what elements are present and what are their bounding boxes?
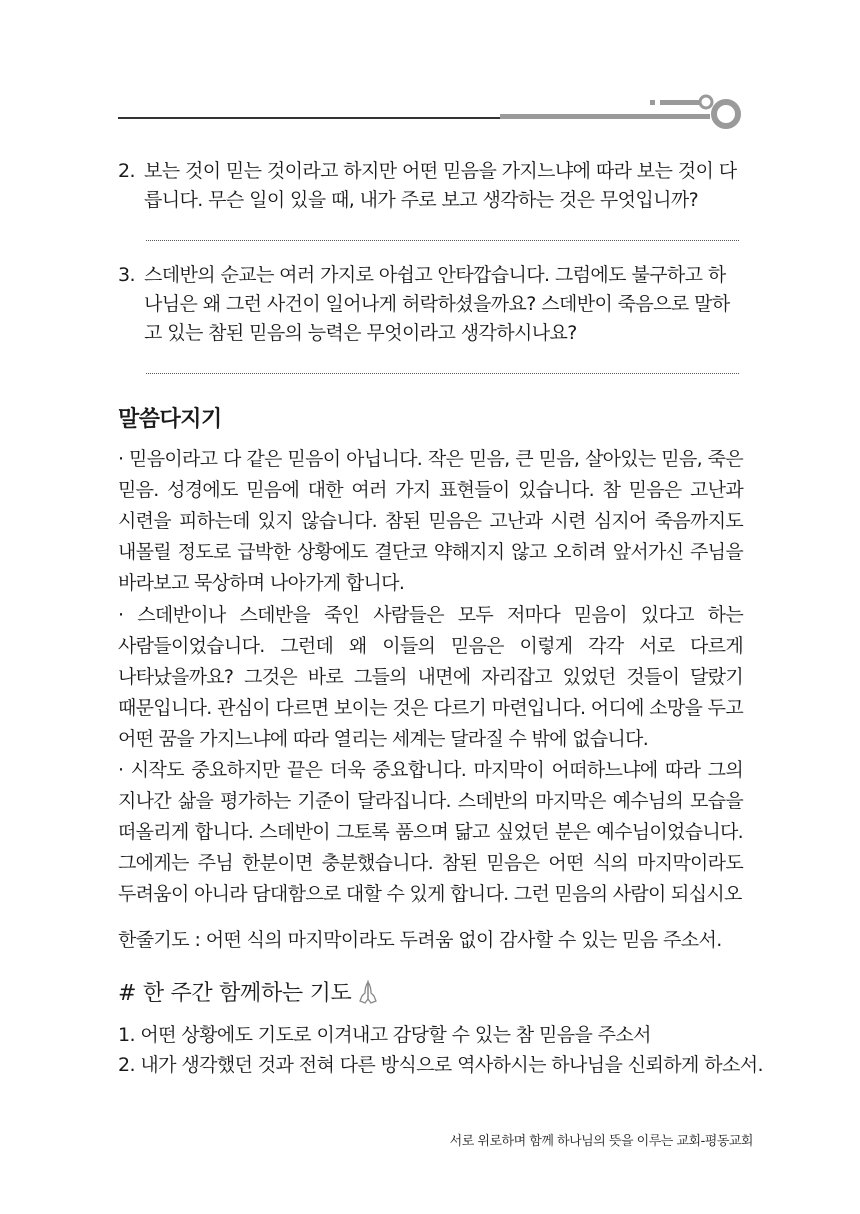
paragraph-1: · 믿음이라고 다 같은 믿음이 아닙니다. 작은 믿음, 큰 믿음, 살아있는 믿음, 죽은 믿음. 성경에도 믿음에 대한 여러 가지 표현들이 있습니다. 참 믿음은 고난과 시련을 피하는데 있지 않습니다. 참된 믿음은 고난과 시련 심지어 죽음까지도 내몰릴 정도로 급박한 상황에도 결단코 약해지지 않고 오히려 앞서가신 주님을 바라보고 묵상하며 나아가게 합니다. [118, 448, 743, 594]
header-rule-gray [500, 114, 710, 119]
header-small-circle [700, 96, 712, 108]
question-text: 보는 것이 믿는 것이라고 하지만 어떤 믿음을 가지느냐에 따라 보는 것이 다릅니다. 무슨 일이 있을 때, 내가 주로 보고 생각하는 것은 무엇입니까? [144, 160, 737, 211]
paragraph-2: · 스데반이나 스데반을 죽인 사람들은 모두 저마다 믿음이 있다고 하는 사람들이었습니다. 그런데 왜 이들의 믿음은 이렇게 각각 서로 다르게 나타났을까요? 그것은 바로 그들의 내면에 자리잡고 있었던 것들이 달랐기 때문입니다. 관심이 다르면 보이는 것은 다르기 마련입니다. 어디에 소망을 두고 어떤 꿈을 가지느냐에 따라 열리는 세계는 달라질 수 밖에 없습니다. [118, 604, 743, 750]
praying-hands-icon [357, 979, 379, 1005]
answer-line [146, 373, 739, 374]
question-number: 3. [118, 264, 135, 286]
header-small-bar-1 [650, 100, 655, 105]
header-big-circle [714, 102, 738, 126]
weekly-prayer-title: # 한 주간 함께하는 기도 [118, 981, 352, 1006]
weekly-prayer-heading [118, 976, 379, 1007]
section-title: 말씀다지기 [118, 407, 222, 432]
question-2 [118, 157, 743, 215]
list-item: 1. 어떤 상황에도 기도로 이겨내고 감당할 수 있는 참 믿음을 주소서 [118, 1024, 651, 1046]
question-number: 2. [118, 160, 135, 182]
one-line-prayer: 한줄기도 : 어떤 식의 마지막이라도 두려움 없이 감사할 수 있는 믿음 주소서. [118, 929, 722, 951]
header-small-bar-2 [660, 100, 700, 105]
answer-line [146, 240, 739, 241]
footer-text: 서로 위로하며 함께 하나님의 뜻을 이루는 교회-평동교회 [449, 1134, 753, 1149]
paragraph-3: · 시작도 중요하지만 끝은 더욱 중요합니다. 마지막이 어떠하느냐에 따라 그의 지나간 삶을 평가하는 기준이 달라집니다. 스데반의 마지막은 예수님의 모습을 떠올리게 합니다. 스데반이 그토록 품으며 닮고 싶었던 분은 예수님이었습니다. 그에게는 주님 한분이면 충분했습니다. 참된 믿음은 어떤 식의 마지막이라도 두려움이 아니라 담대함으로 대할 수 있게 합니다. 그런 믿음의 사람이 되십시오 [118, 759, 743, 905]
question-text: 스데반의 순교는 여러 가지로 아쉽고 안타깝습니다. 그럼에도 불구하고 하나님은 왜 그런 사건이 일어나게 허락하셨을까요? 스데반이 죽음으로 말하고 있는 참된 믿음의 능력은 무엇이라고 생각하시나요? [144, 264, 730, 344]
weekly-prayer-list [118, 1020, 763, 1080]
list-item: 2. 내가 생각했던 것과 전혀 다른 방식으로 역사하시는 하나님을 신뢰하게 하소서. [118, 1054, 763, 1076]
question-3 [118, 261, 743, 348]
header-decoration [0, 0, 860, 140]
